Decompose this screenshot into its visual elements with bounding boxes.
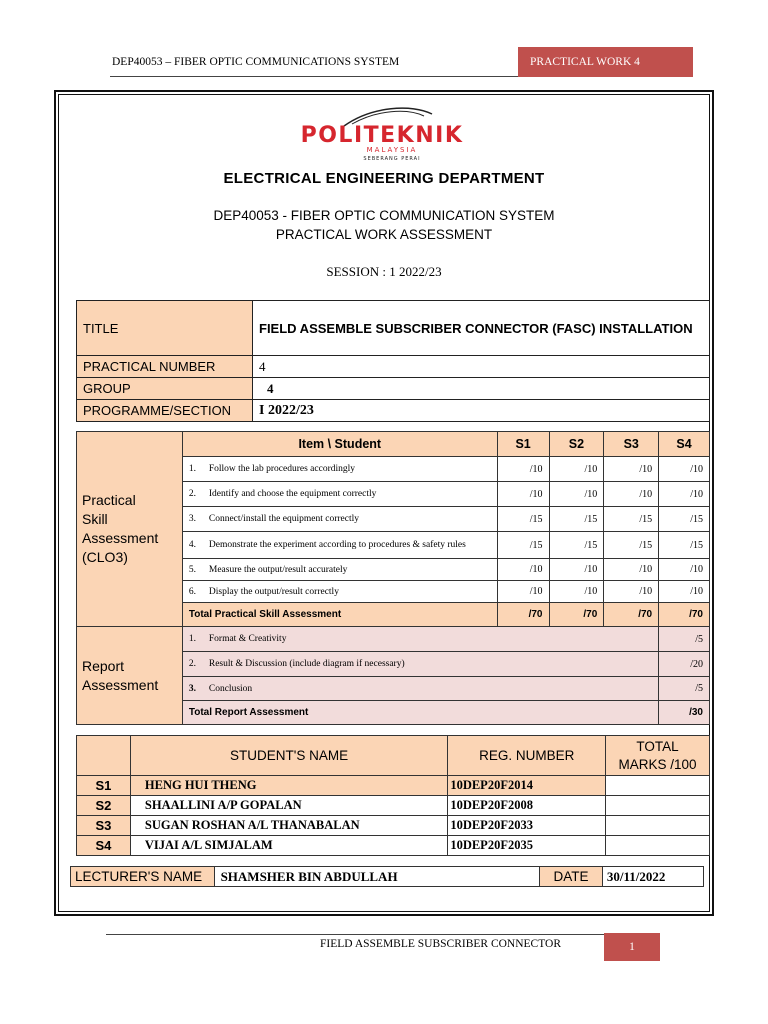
mark-cell: /5	[659, 677, 710, 701]
mark-cell: /10	[549, 559, 604, 581]
practical-info-table	[76, 300, 710, 422]
total-mark-cell: /70	[497, 603, 549, 627]
mark-cell: /15	[604, 507, 659, 532]
item-number: 5.	[188, 564, 196, 575]
header-course-line: DEP40053 – FIBER OPTIC COMMUNICATIONS SYSTEM	[112, 56, 400, 68]
total-mark-cell: /70	[604, 603, 659, 627]
item-text: Follow the lab procedures accordingly	[208, 464, 356, 474]
item-number: 1.	[188, 464, 196, 474]
student-row	[77, 796, 710, 816]
item-text: Display the output/result correctly	[208, 586, 339, 597]
item-text: Measure the output/result accurately	[208, 564, 348, 575]
total-mark-cell: /70	[549, 603, 604, 627]
student-total	[606, 796, 710, 816]
title-value: FIELD ASSEMBLE SUBSCRIBER CONNECTOR (FASC) INSTALLATION	[253, 301, 710, 356]
student-id: S4	[77, 836, 131, 856]
page-number: 1	[604, 933, 660, 961]
students-table	[76, 735, 710, 856]
student-total	[606, 816, 710, 836]
student-reg: 10DEP20F2035	[448, 836, 606, 856]
mark-cell: /15	[604, 532, 659, 559]
logo-country: MALAYSIA	[366, 146, 418, 154]
practical-number-value: 4	[253, 356, 710, 378]
item-text: Identify and choose the equipment correctly	[208, 489, 377, 499]
lecturer-label: LECTURER'S NAME	[71, 867, 215, 887]
programme-label: PROGRAMME/SECTION	[77, 400, 253, 422]
student-total	[606, 836, 710, 856]
item-number: 3.	[188, 683, 196, 694]
mark-cell: /10	[497, 457, 549, 482]
practical-total-label: Total Practical Skill Assessment	[182, 603, 497, 627]
mark-cell: /10	[549, 482, 604, 507]
mark-cell: /10	[604, 457, 659, 482]
item-number: 4.	[188, 539, 196, 550]
logo-campus: SEBERANG PERAI	[363, 156, 421, 162]
mark-cell: /15	[497, 507, 549, 532]
student-name: SUGAN ROSHAN A/L THANABALAN	[130, 816, 447, 836]
lecturer-name: SHAMSHER BIN ABDULLAH	[214, 867, 540, 887]
student-reg: 10DEP20F2033	[448, 816, 606, 836]
student-name: VIJAI A/L SIMJALAM	[130, 836, 447, 856]
session-line: SESSION : 1 2022/23	[326, 264, 442, 279]
mark-cell: /10	[604, 482, 659, 507]
group-label: GROUP	[77, 378, 253, 400]
total-header-line-1: TOTAL	[636, 738, 679, 754]
mark-cell: /15	[549, 532, 604, 559]
total-marks-header	[606, 736, 710, 776]
department-title: ELECTRICAL ENGINEERING DEPARTMENT	[223, 170, 545, 187]
reg-number-header: REG. NUMBER	[448, 736, 606, 776]
total-header-line-2: MARKS /100	[618, 756, 697, 772]
lecturer-table	[70, 866, 704, 887]
mark-cell: /15	[659, 507, 710, 532]
student-id: S1	[77, 776, 131, 796]
assessment-title: PRACTICAL WORK ASSESSMENT	[275, 227, 493, 242]
student-row	[77, 836, 710, 856]
item-text: Format & Creativity	[208, 634, 287, 644]
s2-header: S2	[549, 432, 604, 457]
mark-cell: /10	[497, 559, 549, 581]
item-text: Result & Discussion (include diagram if necessary)	[208, 659, 405, 669]
student-id: S3	[77, 816, 131, 836]
footer-title: FIELD ASSEMBLE SUBSCRIBER CONNECTOR	[320, 938, 562, 950]
assessment-marks-table	[76, 431, 710, 725]
item-student-header: Item \ Student	[182, 432, 497, 457]
item-text: Demonstrate the experiment according to procedures & safety rules	[208, 539, 466, 550]
student-row	[77, 816, 710, 836]
title-label: TITLE	[77, 301, 253, 356]
logo-wordmark: POLITEKNIK	[300, 123, 464, 148]
mark-cell: /15	[659, 532, 710, 559]
report-item-row	[77, 627, 710, 652]
student-name: HENG HUI THENG	[130, 776, 447, 796]
header-practical-tag: PRACTICAL WORK 4	[518, 47, 693, 77]
item-number: 3.	[188, 514, 196, 524]
student-row	[77, 776, 710, 796]
practical-label-line-3: Assessment	[82, 530, 159, 546]
date-label: DATE	[540, 867, 603, 887]
practical-label-line-1: Practical	[82, 492, 136, 508]
programme-value: I 2022/23	[253, 400, 710, 422]
mark-cell: /5	[659, 627, 710, 652]
practical-skill-label	[77, 432, 183, 627]
course-title: DEP40053 - FIBER OPTIC COMMUNICATION SYSTEM	[213, 208, 555, 223]
mark-cell: /10	[659, 581, 710, 603]
mark-cell: /10	[497, 581, 549, 603]
mark-cell: /15	[497, 532, 549, 559]
total-mark-cell: /70	[659, 603, 710, 627]
student-name: SHAALLINI A/P GOPALAN	[130, 796, 447, 816]
group-value: 4	[253, 378, 710, 400]
item-text: Conclusion	[208, 683, 253, 694]
mark-cell: /10	[659, 482, 710, 507]
practical-number-label: PRACTICAL NUMBER	[77, 356, 253, 378]
mark-cell: /10	[604, 581, 659, 603]
s4-header: S4	[659, 432, 710, 457]
mark-cell: /10	[549, 581, 604, 603]
student-reg: 10DEP20F2008	[448, 796, 606, 816]
report-label-line-1: Report	[82, 657, 125, 674]
item-number: 2.	[188, 489, 196, 499]
students-id-header	[77, 736, 131, 776]
s1-header: S1	[497, 432, 549, 457]
item-number: 6.	[188, 586, 196, 597]
student-id: S2	[77, 796, 131, 816]
mark-cell: /15	[549, 507, 604, 532]
footer-rule	[106, 934, 604, 935]
student-total	[606, 776, 710, 796]
mark-cell: /10	[659, 559, 710, 581]
header-rule	[110, 76, 518, 77]
mark-cell: /10	[604, 559, 659, 581]
mark-cell: /10	[659, 457, 710, 482]
item-number: 2.	[188, 659, 196, 669]
practical-label-line-2: Skill	[82, 511, 108, 527]
item-number: 1.	[188, 634, 196, 644]
report-total-mark: /30	[659, 701, 710, 725]
mark-cell: /20	[659, 652, 710, 677]
report-label-line-2: Assessment	[82, 676, 159, 693]
report-total-label: Total Report Assessment	[182, 701, 658, 725]
practical-label-line-4: (CLO3)	[82, 549, 128, 565]
student-reg: 10DEP20F2014	[448, 776, 606, 796]
report-assessment-label	[77, 627, 183, 725]
item-text: Connect/install the equipment correctly	[208, 514, 359, 524]
mark-cell: /10	[549, 457, 604, 482]
date-value: 30/11/2022	[602, 867, 703, 887]
politeknik-logo	[282, 104, 482, 164]
mark-cell: /10	[497, 482, 549, 507]
s3-header: S3	[604, 432, 659, 457]
student-name-header: STUDENT'S NAME	[130, 736, 447, 776]
